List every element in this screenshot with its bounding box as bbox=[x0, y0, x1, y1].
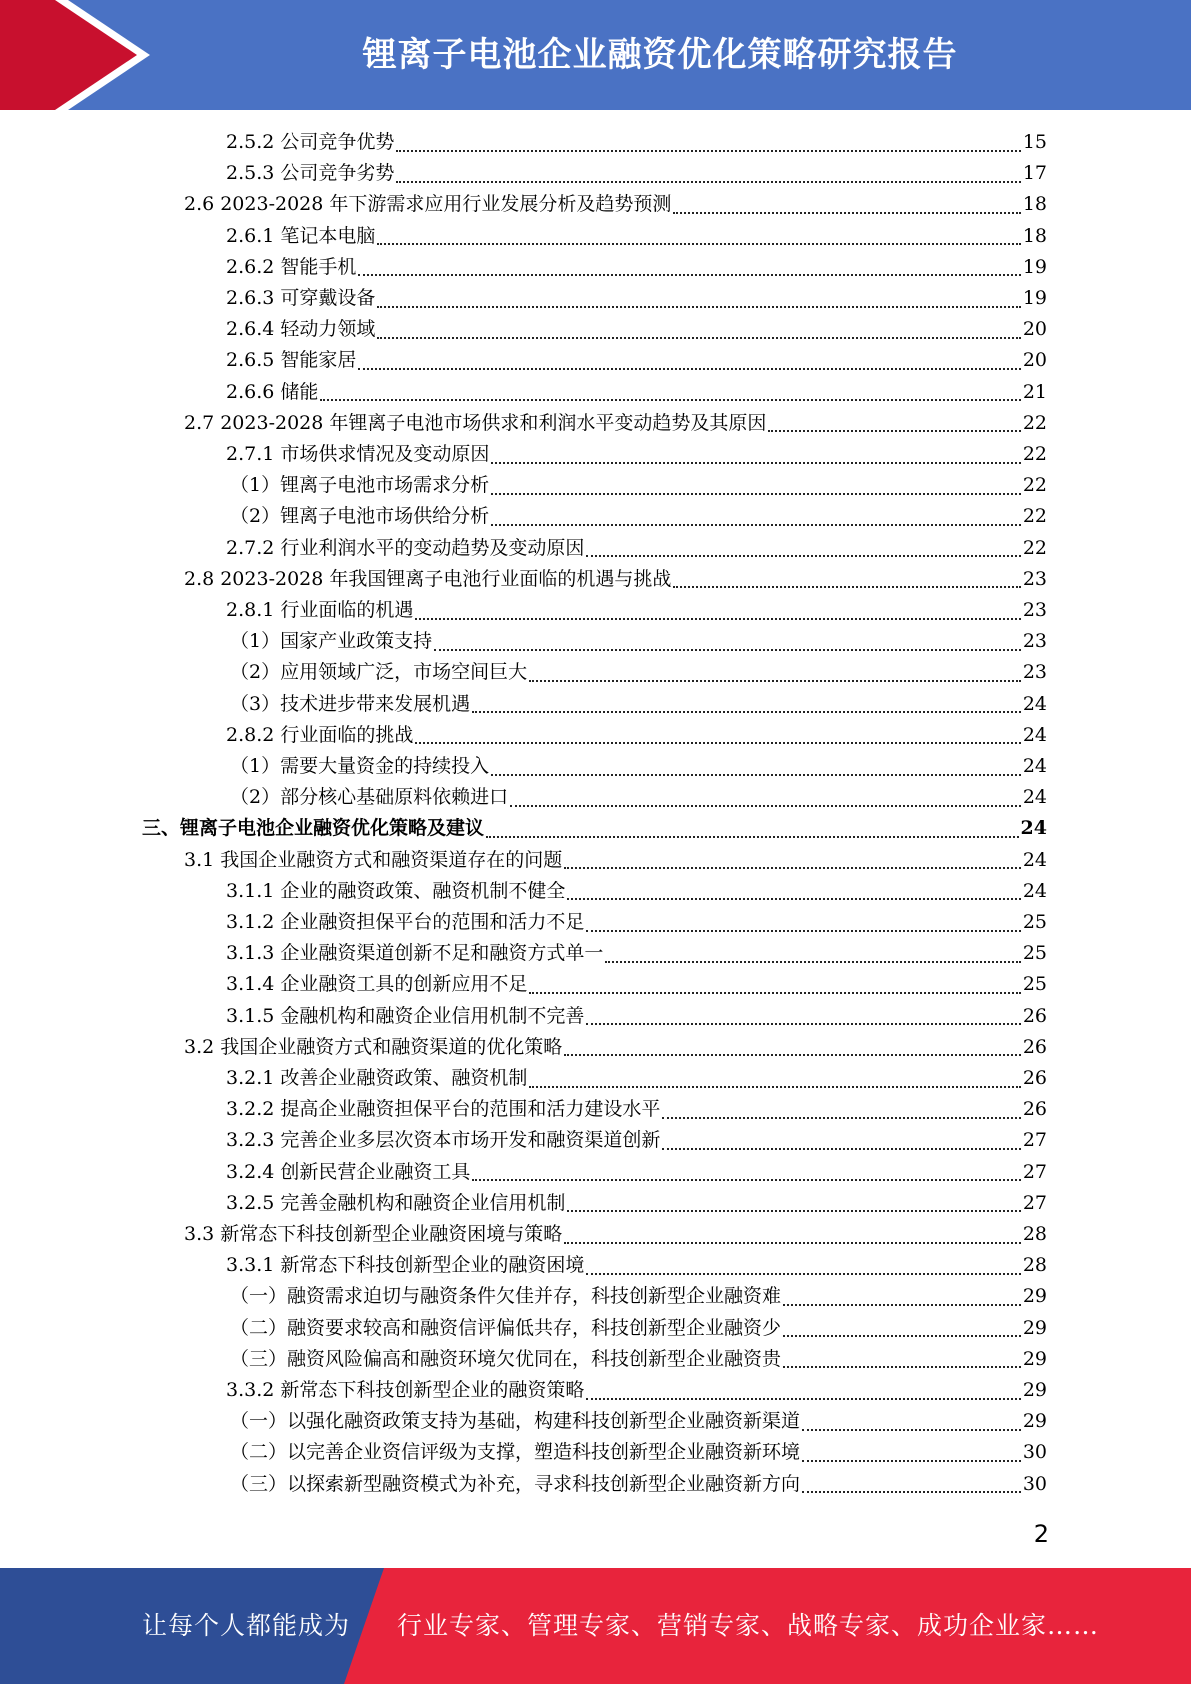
toc-dot-leader bbox=[567, 1210, 1020, 1212]
toc-entry-title: 企业的融资政策、融资机制不健全 bbox=[280, 879, 566, 902]
toc-entry[interactable] bbox=[230, 470, 1047, 501]
toc-entry-page: 29 bbox=[1022, 1316, 1047, 1339]
toc-dot-leader bbox=[586, 1273, 1020, 1275]
toc-entry-number: 2.7.1 bbox=[226, 443, 275, 465]
toc-entry-title: （2）部分核心基础原料依赖进口 bbox=[230, 786, 509, 809]
toc-entry-page: 29 bbox=[1022, 1410, 1047, 1433]
toc-entry[interactable] bbox=[226, 1001, 1047, 1032]
toc-entry-page: 23 bbox=[1022, 630, 1047, 653]
toc-entry-number: 2.8.1 bbox=[226, 599, 275, 621]
toc-entry[interactable] bbox=[226, 1157, 1047, 1188]
toc-entry[interactable] bbox=[226, 1375, 1047, 1406]
toc-entry[interactable] bbox=[230, 689, 1047, 720]
toc-entry-page: 21 bbox=[1022, 380, 1047, 403]
footer-slogan-left: 让每个人都能成为 bbox=[142, 1611, 351, 1640]
toc-entry[interactable] bbox=[226, 533, 1047, 564]
toc-entry[interactable] bbox=[230, 1313, 1047, 1344]
toc-dot-leader bbox=[396, 181, 1020, 183]
toc-entry[interactable] bbox=[230, 1469, 1047, 1500]
toc-entry-title: 笔记本电脑 bbox=[280, 224, 376, 247]
toc-entry-title: 三、锂离子电池企业融资优化策略及建议 bbox=[142, 817, 485, 840]
toc-entry-title: 行业面临的挑战 bbox=[280, 723, 414, 746]
toc-entry-page: 24 bbox=[1020, 817, 1047, 840]
toc-entry-number: 2.6.1 bbox=[226, 224, 275, 247]
toc-entry-title: 2023-2028 年下游需求应用行业发展分析及趋势预测 bbox=[220, 193, 672, 216]
toc-entry-title: （二）融资要求较高和融资信评偏低共存，科技创新型企业融资少 bbox=[230, 1316, 782, 1339]
toc-entry-title: 我国企业融资方式和融资渠道存在的问题 bbox=[220, 848, 563, 871]
toc-entry-title: （2）应用领域广泛，市场空间巨大 bbox=[230, 661, 528, 684]
toc-entry-page: 20 bbox=[1022, 318, 1047, 341]
toc-entry-page: 24 bbox=[1022, 879, 1047, 902]
toc-entry-title: （一）融资需求迫切与融资条件欠佳并存，科技创新型企业融资难 bbox=[230, 1285, 782, 1308]
toc-dot-leader bbox=[662, 1117, 1020, 1119]
toc-dot-leader bbox=[491, 493, 1021, 495]
toc-entry[interactable] bbox=[226, 969, 1047, 1000]
toc-entry-page: 19 bbox=[1022, 287, 1047, 309]
toc-entry[interactable] bbox=[226, 595, 1047, 626]
toc-entry[interactable] bbox=[230, 751, 1047, 782]
toc-entry-title: 提高企业融资担保平台的范围和活力建设水平 bbox=[280, 1098, 661, 1121]
toc-entry[interactable] bbox=[226, 377, 1047, 408]
toc-entry-page: 28 bbox=[1022, 1223, 1047, 1245]
toc-dot-leader bbox=[673, 586, 1020, 588]
toc-dot-leader bbox=[586, 930, 1020, 932]
toc-entry-title: 企业融资渠道创新不足和融资方式单一 bbox=[280, 942, 604, 965]
toc-dot-leader bbox=[605, 961, 1020, 963]
toc-entry-number: 2.7.2 bbox=[226, 536, 275, 559]
toc-entry-number: 3.2.2 bbox=[226, 1098, 275, 1121]
toc-entry-page: 22 bbox=[1022, 443, 1047, 465]
toc-entry-number: 2.6.5 bbox=[226, 349, 275, 372]
toc-entry-title: （一）以强化融资政策支持为基础，构建科技创新型企业融资新渠道 bbox=[230, 1410, 801, 1433]
toc-entry-number: 2.5.2 bbox=[226, 131, 275, 153]
toc-dot-leader bbox=[662, 1148, 1020, 1150]
toc-entry-title: 智能家居 bbox=[280, 349, 357, 372]
toc-dot-leader bbox=[783, 1366, 1021, 1368]
toc-entry-title: 2023-2028 年我国锂离子电池行业面临的机遇与挑战 bbox=[220, 567, 672, 590]
toc-dot-leader bbox=[472, 711, 1021, 713]
toc-entry[interactable] bbox=[184, 1032, 1047, 1063]
toc-entry-page: 26 bbox=[1022, 1098, 1047, 1121]
toc-entry-page: 27 bbox=[1022, 1129, 1047, 1152]
toc-entry-title: （2）锂离子电池市场供给分析 bbox=[230, 505, 490, 528]
page-header bbox=[0, 0, 1191, 110]
toc-dot-leader bbox=[491, 774, 1021, 776]
toc-entry-page: 27 bbox=[1022, 1160, 1047, 1183]
toc-entry-title: 智能手机 bbox=[280, 255, 357, 278]
toc-entry-title: 市场供求情况及变动原因 bbox=[280, 443, 490, 465]
toc-entry[interactable] bbox=[230, 626, 1047, 657]
toc-entry[interactable] bbox=[230, 1281, 1047, 1312]
toc-dot-leader bbox=[529, 680, 1021, 682]
toc-entry[interactable] bbox=[184, 564, 1047, 595]
toc-entry-page: 25 bbox=[1022, 911, 1047, 933]
toc-entry-title: （三）融资风险偏高和融资环境欠优同在，科技创新型企业融资贵 bbox=[230, 1347, 782, 1370]
toc-entry-number: 2.5.3 bbox=[226, 162, 275, 185]
page-footer bbox=[0, 1568, 1191, 1684]
toc-entry[interactable] bbox=[226, 439, 1047, 470]
toc-entry-page: 26 bbox=[1022, 1067, 1047, 1089]
toc-entry-title: 金融机构和融资企业信用机制不完善 bbox=[280, 1004, 585, 1027]
toc-entry-page: 29 bbox=[1022, 1379, 1047, 1401]
toc-entry-page: 22 bbox=[1022, 411, 1047, 434]
toc-entry-title: 轻动力领域 bbox=[280, 318, 376, 341]
toc-entry-title: （二）以完善企业资信评级为支撑，塑造科技创新型企业融资新环境 bbox=[230, 1441, 801, 1464]
footer-slogan-right: 行业专家、管理专家、营销专家、战略专家、成功企业家…… bbox=[397, 1611, 1100, 1640]
toc-dot-leader bbox=[564, 867, 1021, 869]
toc-entry[interactable] bbox=[226, 1094, 1047, 1125]
toc-entry-number: 3.3 bbox=[184, 1223, 215, 1245]
toc-entry-title: 可穿戴设备 bbox=[280, 287, 376, 309]
toc-entry-title: 行业利润水平的变动趋势及变动原因 bbox=[280, 536, 585, 559]
toc-entry-title: 完善金融机构和融资企业信用机制 bbox=[280, 1191, 566, 1214]
toc-entry-page: 29 bbox=[1022, 1285, 1047, 1308]
toc-entry-number: 3.3.1 bbox=[226, 1254, 275, 1277]
toc-entry[interactable] bbox=[230, 1406, 1047, 1437]
toc-entry-number: 2.6.6 bbox=[226, 380, 275, 403]
toc-entry-title: 企业融资工具的创新应用不足 bbox=[280, 973, 528, 996]
toc-dot-leader bbox=[491, 462, 1020, 464]
toc-entry[interactable] bbox=[226, 158, 1047, 189]
toc-entry-page: 26 bbox=[1022, 1035, 1047, 1058]
toc-dot-leader bbox=[586, 1398, 1020, 1400]
toc-entry-page: 15 bbox=[1022, 131, 1047, 153]
toc-entry-page: 27 bbox=[1022, 1191, 1047, 1214]
toc-entry-number: 3.2.1 bbox=[226, 1067, 275, 1089]
toc-dot-leader bbox=[564, 1054, 1021, 1056]
toc-entry-number: 2.6 bbox=[184, 193, 215, 216]
toc-dot-leader bbox=[586, 1023, 1020, 1025]
toc-entry-page: 17 bbox=[1022, 162, 1047, 185]
toc-entry-page: 28 bbox=[1022, 1254, 1047, 1277]
toc-entry[interactable] bbox=[226, 345, 1047, 376]
toc-dot-leader bbox=[783, 1335, 1021, 1337]
toc-entry-page: 26 bbox=[1022, 1004, 1047, 1027]
toc-dot-leader bbox=[377, 337, 1020, 339]
toc-dot-leader bbox=[320, 399, 1020, 401]
toc-entry-title: 行业面临的机遇 bbox=[280, 599, 414, 621]
toc-dot-leader bbox=[415, 618, 1020, 620]
toc-dot-leader bbox=[802, 1429, 1021, 1431]
toc-entry[interactable] bbox=[226, 938, 1047, 969]
toc-entry-number: 2.7 bbox=[184, 411, 215, 434]
toc-entry-title: 新常态下科技创新型企业的融资困境 bbox=[280, 1254, 585, 1277]
toc-entry-title: 公司竞争优势 bbox=[280, 131, 395, 153]
toc-entry-number: 3.1.2 bbox=[226, 911, 275, 933]
toc-entry-number: 3.1.1 bbox=[226, 879, 275, 902]
toc-entry-page: 30 bbox=[1022, 1472, 1047, 1495]
toc-entry[interactable] bbox=[184, 1219, 1047, 1250]
toc-entry-page: 23 bbox=[1022, 599, 1047, 621]
toc-entry-title: 改善企业融资政策、融资机制 bbox=[280, 1067, 528, 1089]
toc-entry-page: 22 bbox=[1022, 536, 1047, 559]
toc-dot-leader bbox=[586, 555, 1020, 557]
toc-entry-number: 3.2.5 bbox=[226, 1191, 275, 1214]
toc-entry[interactable] bbox=[226, 720, 1047, 751]
toc-dot-leader bbox=[567, 898, 1020, 900]
toc-entry-number: 3.2 bbox=[184, 1035, 215, 1058]
toc-entry-page: 18 bbox=[1022, 224, 1047, 247]
toc-entry-number: 2.6.3 bbox=[226, 287, 275, 309]
toc-entry-title: 企业融资担保平台的范围和活力不足 bbox=[280, 911, 585, 933]
toc-entry[interactable] bbox=[226, 1063, 1047, 1094]
toc-dot-leader bbox=[529, 1086, 1020, 1088]
toc-entry-page: 19 bbox=[1022, 255, 1047, 278]
toc-dot-leader bbox=[377, 243, 1020, 245]
toc-entry[interactable] bbox=[226, 1188, 1047, 1219]
toc-entry-title: （1）锂离子电池市场需求分析 bbox=[230, 474, 490, 497]
toc-entry-number: 3.1 bbox=[184, 848, 215, 871]
toc-entry-number: 2.6.2 bbox=[226, 255, 275, 278]
toc-entry[interactable] bbox=[226, 314, 1047, 345]
toc-entry-title: （3）技术进步带来发展机遇 bbox=[230, 692, 471, 715]
toc-entry[interactable] bbox=[226, 876, 1047, 907]
toc-dot-leader bbox=[415, 742, 1020, 744]
toc-dot-leader bbox=[802, 1460, 1021, 1462]
toc-entry[interactable] bbox=[184, 189, 1047, 220]
toc-entry-number: 3.3.2 bbox=[226, 1379, 275, 1401]
toc-entry-page: 25 bbox=[1022, 973, 1047, 996]
toc-entry-title: 创新民营企业融资工具 bbox=[280, 1160, 471, 1183]
toc-entry[interactable] bbox=[226, 907, 1047, 938]
toc-dot-leader bbox=[491, 524, 1021, 526]
toc-dot-leader bbox=[377, 306, 1020, 308]
toc-entry-page: 24 bbox=[1022, 786, 1047, 809]
page-number: 2 bbox=[1033, 1520, 1049, 1548]
toc-entry[interactable] bbox=[184, 845, 1047, 876]
toc-entry-page: 30 bbox=[1022, 1441, 1047, 1464]
toc-dot-leader bbox=[434, 649, 1021, 651]
toc-entry-page: 18 bbox=[1022, 193, 1047, 216]
toc-entry-page: 24 bbox=[1022, 692, 1047, 715]
toc-entry-number: 3.2.3 bbox=[226, 1129, 275, 1152]
toc-entry[interactable] bbox=[226, 283, 1047, 314]
toc-entry-number: 3.1.3 bbox=[226, 942, 275, 965]
toc-entry[interactable] bbox=[226, 252, 1047, 283]
toc-entry-page: 23 bbox=[1022, 567, 1047, 590]
toc-entry-title: 完善企业多层次资本市场开发和融资渠道创新 bbox=[280, 1129, 661, 1152]
toc-entry[interactable] bbox=[230, 1437, 1047, 1468]
toc-entry[interactable] bbox=[230, 657, 1047, 688]
toc-entry-page: 29 bbox=[1022, 1347, 1047, 1370]
toc-entry-title: 我国企业融资方式和融资渠道的优化策略 bbox=[220, 1035, 563, 1058]
toc-entry[interactable] bbox=[230, 501, 1047, 532]
toc-entry-page: 24 bbox=[1022, 755, 1047, 777]
toc-dot-leader bbox=[783, 1304, 1021, 1306]
toc-entry-title: （1）国家产业政策支持 bbox=[230, 630, 433, 653]
toc-entry-number: 2.8 bbox=[184, 567, 215, 590]
toc-entry-title: 新常态下科技创新型企业的融资策略 bbox=[280, 1379, 585, 1401]
toc-dot-leader bbox=[768, 430, 1020, 432]
toc-dot-leader bbox=[396, 150, 1020, 152]
toc-dot-leader bbox=[358, 368, 1020, 370]
toc-entry-page: 25 bbox=[1022, 942, 1047, 965]
report-title: 锂离子电池企业融资优化策略研究报告 bbox=[362, 35, 958, 75]
toc-entry-title: 新常态下科技创新型企业融资困境与策略 bbox=[220, 1223, 563, 1245]
toc-entry[interactable] bbox=[226, 1250, 1047, 1281]
toc-entry[interactable] bbox=[184, 408, 1047, 439]
toc-dot-leader bbox=[673, 212, 1020, 214]
toc-dot-leader bbox=[564, 1242, 1021, 1244]
toc-entry-page: 20 bbox=[1022, 349, 1047, 372]
toc-entry-number: 2.8.2 bbox=[226, 723, 275, 746]
toc-entry[interactable] bbox=[226, 1125, 1047, 1156]
toc-dot-leader bbox=[529, 992, 1020, 994]
toc-entry[interactable] bbox=[142, 813, 1047, 844]
toc-entry-page: 22 bbox=[1022, 474, 1047, 497]
toc-entry-title: （三）以探索新型融资模式为补充，寻求科技创新型企业融资新方向 bbox=[230, 1472, 801, 1495]
toc-entry-title: 储能 bbox=[280, 380, 319, 403]
toc-entry-page: 22 bbox=[1022, 505, 1047, 528]
toc-entry[interactable] bbox=[226, 127, 1047, 158]
toc-entry-number: 3.1.4 bbox=[226, 973, 275, 996]
toc-entry[interactable] bbox=[230, 782, 1047, 813]
toc-entry-title: （1）需要大量资金的持续投入 bbox=[230, 755, 490, 777]
toc-entry-page: 24 bbox=[1022, 848, 1047, 871]
toc-entry-title: 2023-2028 年锂离子电池市场供求和利润水平变动趋势及其原因 bbox=[220, 411, 767, 434]
toc-dot-leader bbox=[802, 1491, 1021, 1493]
toc-entry-number: 3.1.5 bbox=[226, 1004, 275, 1027]
toc-entry[interactable] bbox=[226, 221, 1047, 252]
toc-entry-page: 24 bbox=[1022, 723, 1047, 746]
toc-entry-page: 23 bbox=[1022, 661, 1047, 684]
toc-dot-leader bbox=[486, 836, 1019, 838]
toc-dot-leader bbox=[358, 274, 1020, 276]
toc-entry-number: 3.2.4 bbox=[226, 1160, 275, 1183]
toc-entry-number: 2.6.4 bbox=[226, 318, 275, 341]
toc-entry[interactable] bbox=[230, 1344, 1047, 1375]
toc-dot-leader bbox=[510, 805, 1021, 807]
toc-entry-title: 公司竞争劣势 bbox=[280, 162, 395, 185]
toc-dot-leader bbox=[472, 1179, 1020, 1181]
